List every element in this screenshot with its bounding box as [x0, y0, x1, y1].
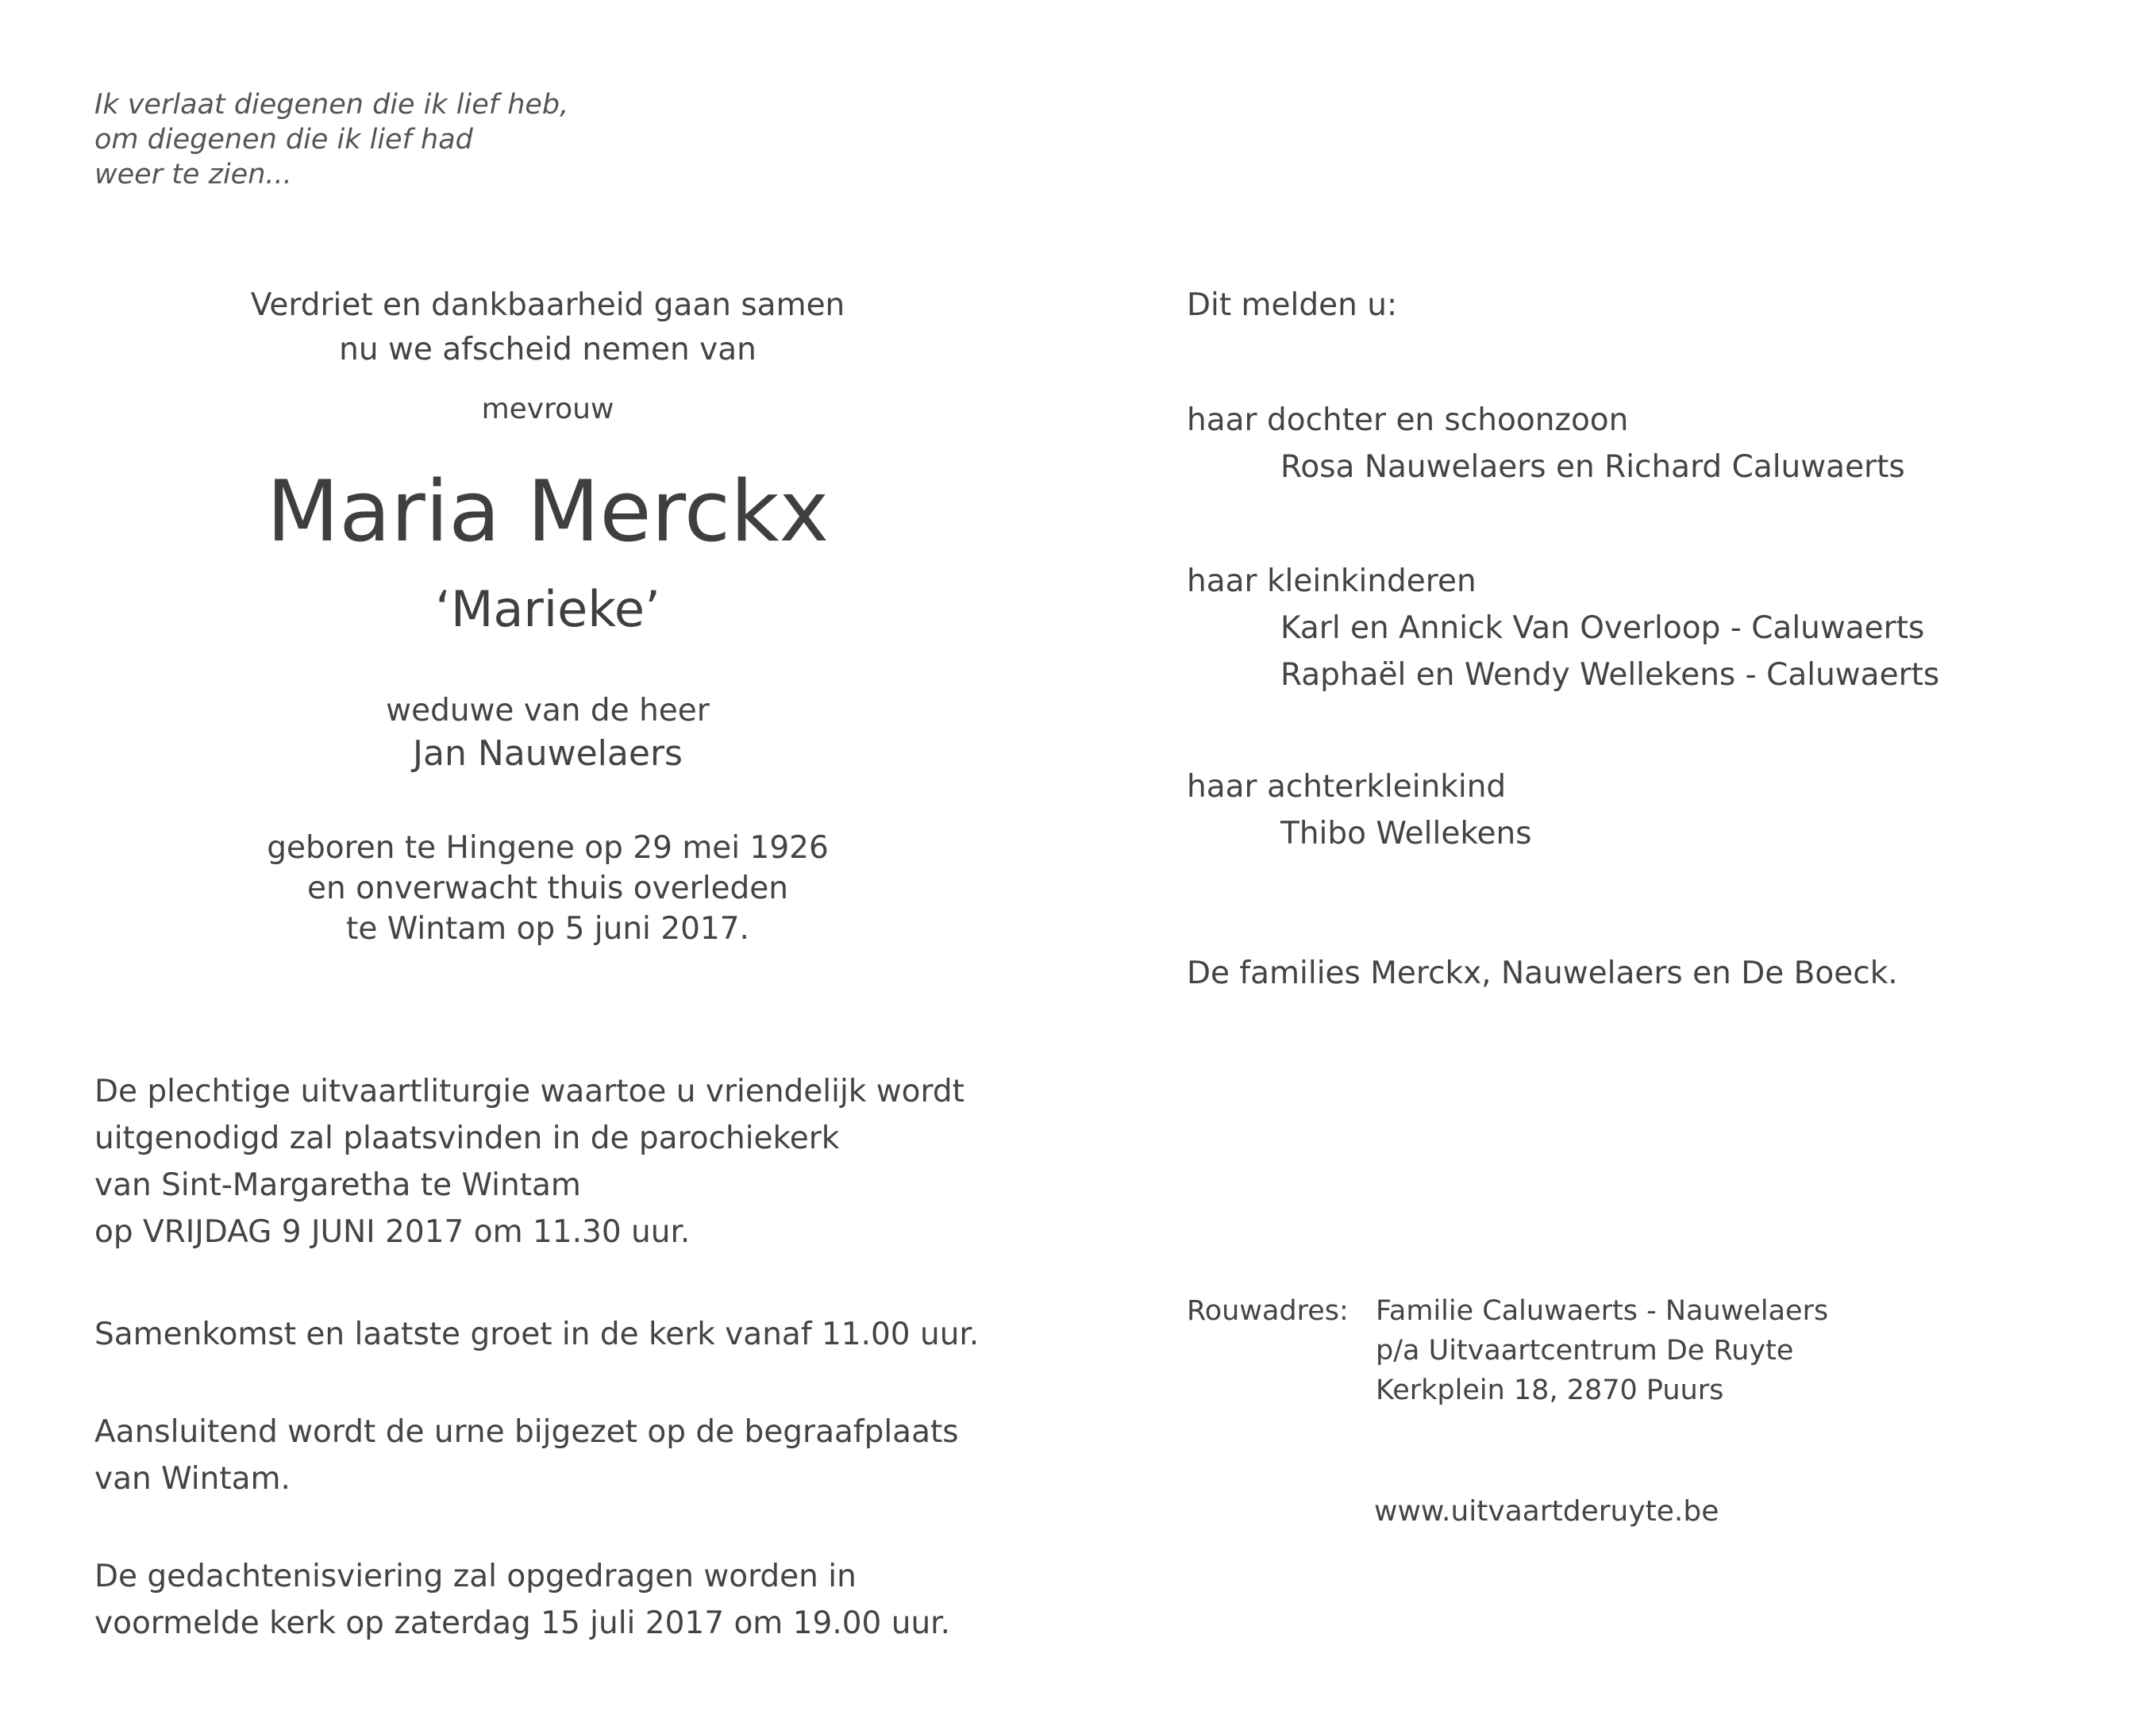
family-group-grandchildren: [1187, 558, 1939, 698]
families-line: De families Merckx, Nauwelaers en De Boeck.: [1187, 955, 1898, 991]
paragraph-line: van Sint-Margaretha te Wintam: [94, 1167, 581, 1203]
memorial-paragraph: [94, 1553, 950, 1647]
life-line: te Wintam op 5 juni 2017.: [346, 911, 749, 947]
husband-name: Jan Nauwelaers: [413, 733, 683, 774]
opening-poem: [94, 87, 568, 192]
paragraph-line: op VRIJDAG 9 JUNI 2017 om 11.30 uur.: [94, 1214, 691, 1250]
family-heading: haar achterkleinkind: [1187, 769, 1507, 805]
life-dates: [143, 828, 953, 949]
poem-line: weer te zien...: [94, 159, 292, 190]
paragraph-line: De gedachtenisviering zal opgedragen worden in: [94, 1559, 857, 1594]
liturgy-paragraph: [94, 1068, 964, 1255]
paragraph-line: Samenkomst en laatste groet in de kerk vanaf 11.00 uur.: [94, 1317, 980, 1352]
gathering-paragraph: [94, 1311, 979, 1358]
paragraph-line: van Wintam.: [94, 1461, 291, 1497]
family-group-daughter: [1187, 397, 1905, 490]
life-line: en onverwacht thuis overleden: [307, 871, 788, 906]
family-member: Thibo Wellekens: [1280, 816, 1532, 852]
address-label: Rouwadres:: [1187, 1295, 1349, 1327]
life-line: geboren te Hingene op 29 mei 1926: [267, 830, 829, 866]
paragraph-line: voormelde kerk op zaterdag 15 juli 2017 om 19.00 uur.: [94, 1605, 951, 1641]
family-heading: haar kleinkinderen: [1187, 563, 1476, 599]
paragraph-line: De plechtige uitvaartliturgie waartoe u vriendelijk wordt: [94, 1074, 964, 1109]
poem-line: om diegenen die ik lief had: [94, 124, 473, 156]
family-member: Karl en Annick Van Overloop - Caluwaerts: [1280, 610, 1925, 646]
urn-paragraph: [94, 1409, 959, 1502]
deceased-nickname: ‘Marieke’: [435, 580, 660, 638]
announcement-intro: [143, 283, 953, 372]
intro-line: Verdriet en dankbaarheid gaan samen: [250, 287, 845, 323]
title-word: mevrouw: [481, 393, 614, 425]
address-line: Familie Caluwaerts - Nauwelaers: [1376, 1295, 1829, 1327]
mourning-address: [1376, 1291, 1828, 1410]
address-line: p/a Uitvaartcentrum De Ruyte: [1376, 1335, 1794, 1367]
family-group-great-grandchild: [1187, 763, 1532, 857]
website-link[interactable]: www.uitvaartderuyte.be: [1374, 1495, 1719, 1528]
widow-intro: weduwe van de heer: [386, 693, 710, 729]
family-member: Raphaël en Wendy Wellekens - Caluwaerts: [1280, 657, 1940, 693]
paragraph-line: Aansluitend wordt de urne bijgezet op de begraafplaats: [94, 1414, 959, 1450]
paragraph-line: uitgenodigd zal plaatsvinden in de parochiekerk: [94, 1121, 840, 1156]
family-heading: haar dochter en schoonzoon: [1187, 402, 1629, 438]
family-announce: Dit melden u:: [1187, 287, 1398, 323]
deceased-name: Maria Merckx: [266, 463, 830, 560]
family-member: Rosa Nauwelaers en Richard Caluwaerts: [1280, 449, 1905, 485]
address-line: Kerkplein 18, 2870 Puurs: [1376, 1375, 1724, 1406]
poem-line: Ik verlaat diegenen die ik lief heb,: [94, 89, 569, 121]
intro-line: nu we afscheid nemen van: [339, 332, 757, 367]
